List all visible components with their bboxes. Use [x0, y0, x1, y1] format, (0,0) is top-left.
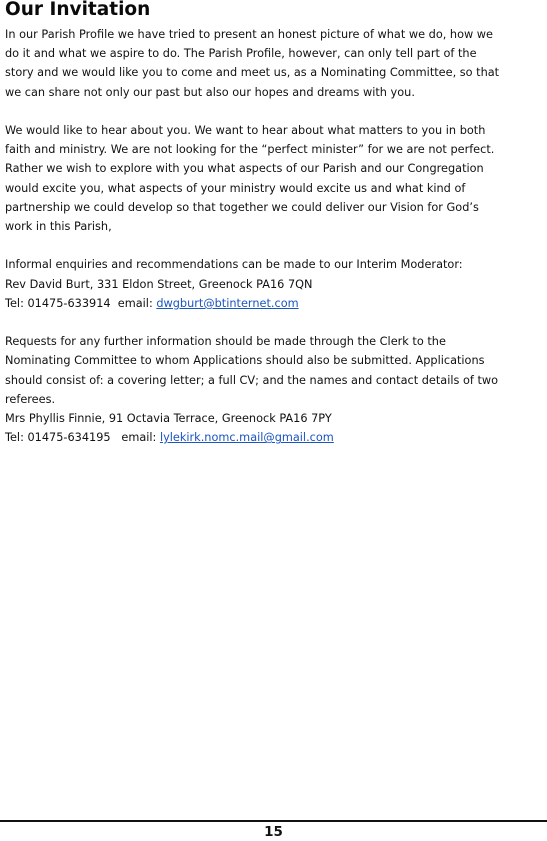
moderator-contact — [5, 294, 541, 313]
moderator-tel: Tel: 01475-633914 email: — [5, 296, 157, 310]
clerk-contact — [5, 428, 541, 447]
text-line: do it and what we aspire to do. The Parish Profile, however, can only tell part of the — [5, 47, 477, 61]
page-number: 15 — [264, 824, 283, 840]
paragraph-about-you — [5, 121, 541, 236]
text-line: In our Parish Profile we have tried to present an honest picture of what we do, how we — [5, 28, 493, 41]
clerk-tel: Tel: 01475-634195 email: — [5, 431, 160, 445]
text-line: Rather we wish to explore with you what aspects of our Parish and our Congregation — [5, 162, 484, 176]
text-line: partnership we could develop so that together we could deliver our Vision for God’s — [5, 200, 479, 214]
page-title: Our Invitation — [5, 0, 151, 20]
clerk-address: Mrs Phyllis Finnie, 91 Octavia Terrace, Greenock PA16 7PY — [5, 412, 332, 426]
paragraph-interim-moderator — [5, 255, 541, 313]
moderator-email-link[interactable]: dwgburt@btinternet.com — [156, 296, 299, 310]
text-line: faith and ministry. We are not looking for the “perfect minister” for we are not perfect. — [5, 143, 495, 157]
document-body — [5, 25, 541, 467]
moderator-address: Rev David Burt, 331 Eldon Street, Greenock PA16 7QN — [5, 277, 313, 291]
text-line: we can share not only our past but also our hopes and dreams with you. — [5, 85, 415, 99]
clerk-email-link[interactable]: lylekirk.nomc.mail@gmail.com — [159, 431, 334, 445]
text-line: referees. — [5, 392, 56, 406]
text-line: Requests for any further information should be made through the Clerk to the — [5, 335, 446, 349]
text-line: would excite you, what aspects of your ministry would excite us and what kind of — [5, 181, 466, 195]
paragraph-parish-profile — [5, 25, 541, 102]
text-line: should consist of: a covering letter; a full CV; and the names and contact details of two — [5, 373, 499, 387]
text-line: Informal enquiries and recommendations can be made to our Interim Moderator: — [5, 258, 463, 272]
text-line: Nominating Committee to whom Applications should also be submitted. Applications — [5, 354, 485, 368]
footer-divider — [0, 820, 547, 822]
paragraph-clerk — [5, 332, 541, 447]
text-line: story and we would like you to come and meet us, as a Nominating Committee, so that — [5, 66, 500, 80]
text-line: work in this Parish, — [5, 220, 112, 234]
text-line: We would like to hear about you. We want to hear about what matters to you in both — [5, 124, 486, 137]
